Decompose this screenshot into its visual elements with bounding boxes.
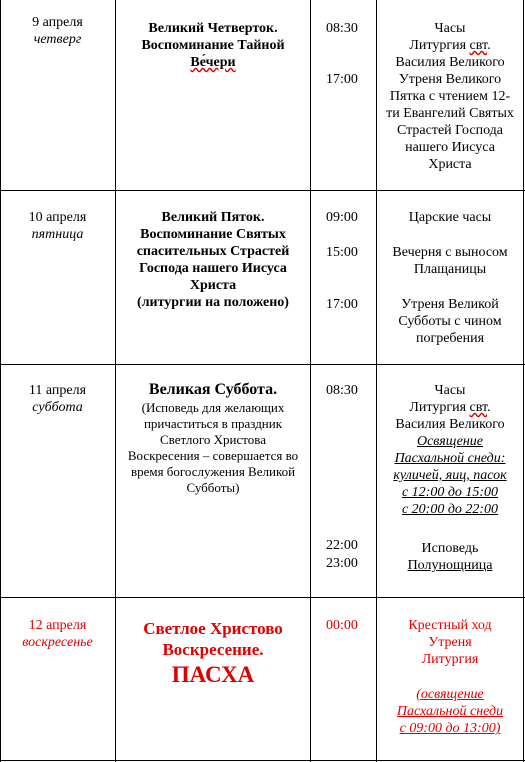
blessing-line: Освящение [416,434,483,449]
service-line: Часы [434,21,466,36]
service-line: Литургия [421,652,479,667]
row-divider [0,597,525,598]
service-line: ти Евангелий Святых [386,106,514,121]
service-line: Литургия свт. [409,38,491,53]
service-line: Плащаницы [413,262,487,277]
feast-title-line: Великая Суббота. [148,381,278,398]
feast-note: Воскресения – совершается во [127,448,299,463]
service-line: Пятка с чтением 12- [389,89,511,104]
blessing-line: с 09:00 до 13:00) [399,721,501,736]
feast-note: (Исповедь для желающих [141,400,285,415]
service-time: 22:00 [326,538,358,553]
service-line: Василия Великого [395,417,505,432]
service-line: погребения [415,331,485,346]
service-time: 08:30 [326,21,358,36]
service-line: Утреня Великой [401,297,499,312]
pascha-title: ПАСХА [171,662,255,687]
services-cell [377,617,523,737]
services-cell [377,209,523,347]
date-label: 12 апреля [28,618,87,633]
feast-title-line: Великий Четверток. [148,21,278,36]
service-line: Исповедь [421,541,479,556]
feast-title-line: Воспоминание Святых [140,227,286,242]
feast-title-cell [116,20,310,71]
services-cell-evening [377,540,523,574]
feast-note: причаститься в праздник [143,416,283,431]
weekday-label: воскресенье [22,635,93,650]
col-divider [310,0,311,762]
service-time: 00:00 [326,618,358,633]
feast-note: (литургии на положено) [137,295,289,310]
service-line: Христа [428,157,472,172]
feast-title-line: спасительных Страстей [136,244,290,259]
date-label: 9 апреля [32,15,83,30]
service-time: 09:00 [326,210,358,225]
weekday-label: суббота [32,400,83,415]
service-line: Утреня [428,635,472,650]
weekday-label: четверг [33,32,82,47]
col-divider [523,0,524,762]
feast-note: время богослужения Великой [130,464,296,479]
feast-title-line: Христа [189,278,237,293]
row-date-cell [0,209,115,243]
blessing-line: Пасхальной снеди: [394,451,506,466]
service-line: Часы [434,383,466,398]
feast-title-line: Ве́чери [190,55,236,70]
blessing-line: (освящение [416,687,484,702]
row-date-cell [0,617,115,651]
feast-title-line: Воспоминание Тайной [141,38,285,53]
service-line: Литургия свт. [409,400,491,415]
feast-title-cell [116,209,310,311]
row-date-cell [0,14,115,48]
service-line: Полунощница [407,558,493,573]
date-label: 10 апреля [28,210,87,225]
feast-title-line: Светлое Христово [143,619,283,638]
service-line: Крестный ход [408,618,492,633]
feast-note: Светлого Христова [160,432,266,447]
service-line: Утреня Великого [398,72,502,87]
blessing-line: с 12:00 до 15:00 [401,485,499,500]
feast-title-cell [116,380,310,496]
service-line: нашего Иисуса [405,140,495,155]
date-label: 11 апреля [28,383,87,398]
services-cell [377,382,523,518]
service-line: Царские часы [408,210,492,225]
row-divider [0,190,525,191]
service-line: Вечерня с выносом [392,245,508,260]
row-divider [0,364,525,365]
service-time: 15:00 [326,245,358,260]
services-cell [377,20,523,173]
service-line: Василия Великого [395,55,505,70]
blessing-line: с 20:00 до 22:00 [401,502,499,517]
row-date-cell [0,382,115,416]
feast-note: Субботы) [186,480,240,495]
service-time: 08:30 [326,383,358,398]
blessing-line: куличей, яиц, пасок [393,468,507,483]
service-time: 23:00 [326,556,358,571]
blessing-line: Пасхальной снеди [396,704,504,719]
service-time: 17:00 [326,72,358,87]
weekday-label: пятница [31,227,84,242]
feast-title-line: Воскресение. [162,640,264,659]
feast-title-line: Великий Пяток. [161,210,265,225]
service-line: Субботы с чином [398,314,502,329]
service-line: Страстей Господа [396,123,504,138]
feast-title-line: Господа нашего Иисуса [139,261,287,276]
feast-title-cell [116,618,310,690]
service-time: 17:00 [326,297,358,312]
row-divider [0,760,525,761]
